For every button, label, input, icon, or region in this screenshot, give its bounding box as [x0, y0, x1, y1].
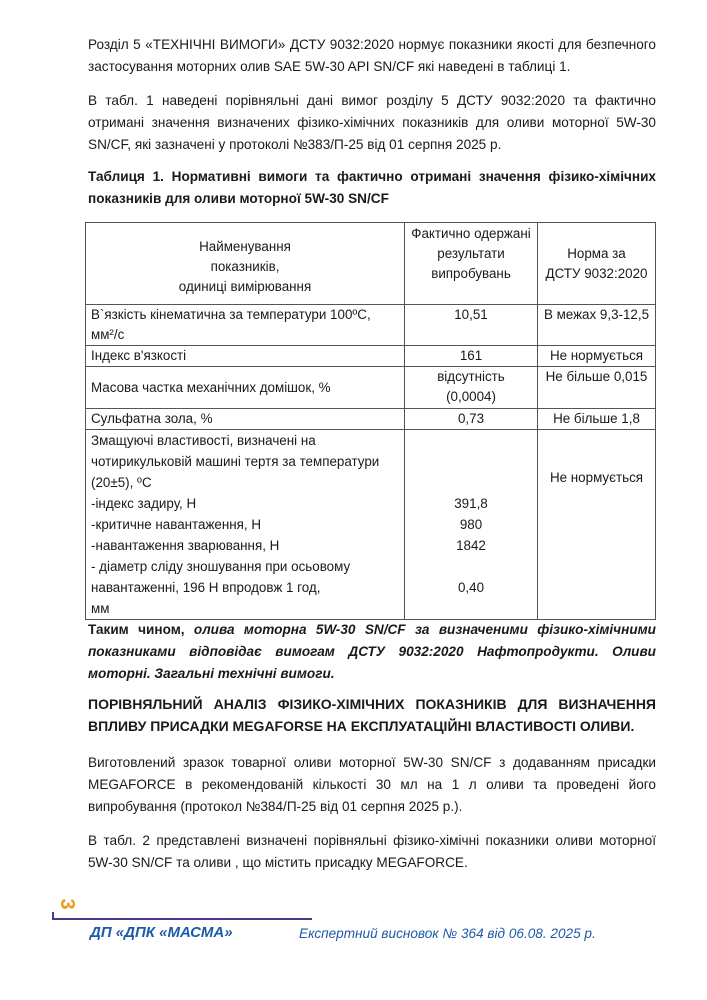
- row-name-line: - діаметр сліду зношування при осьовому: [91, 559, 351, 574]
- row-norm-cell: Не більше 1,8: [538, 409, 656, 430]
- header-name-line: Найменування: [199, 238, 291, 254]
- header-name-line: одиниці вимірювання: [178, 278, 312, 294]
- footer-organization: ДП «ДПК «МАСМА»: [90, 924, 233, 941]
- row-norm-cell: Не нормується: [538, 346, 656, 367]
- table-row: [86, 367, 656, 409]
- comparison-paragraph: В табл. 1 наведені порівняльні дані вимог розділу 5 ДСТУ 9032:2020 та фактично отримані значення визначених фізико-хімічних показників для оливи моторної 5W-30 SN/CF, які зазначені у протоколі №383/П-25 від 01 серпня 2025 р.: [88, 93, 656, 152]
- row-name-line: Змащуючі властивості, визначені на: [91, 433, 316, 448]
- row-name-line: (20±5), ºС: [91, 475, 152, 490]
- row-name-cell: Масова частка механічних домішок, %: [86, 367, 405, 409]
- row-actual-line: 391,8: [454, 496, 488, 511]
- conclusion-paragraph: [88, 619, 656, 685]
- header-actual-line: Фактично одержані: [411, 226, 531, 241]
- header-norm-line: ДСТУ 9032:2020: [545, 265, 648, 281]
- header-actual-line: результати: [437, 246, 505, 261]
- table-row: [86, 346, 656, 367]
- row-norm-cell: Не більше 0,015: [538, 367, 656, 409]
- sample-paragraph: Виготовлений зразок товарної оливи моторної 5W-30 SN/CF з додаванням присадки MEGAFORCE в рекомендованій кількості 30 мл на 1 л оливи та проведені його випробування (протокол №384/П-25 від 01 серпня 2025 р.).: [88, 755, 656, 814]
- page-number: 3: [56, 898, 78, 910]
- row-name-line: чотирикульковій машині тертя за температури: [91, 454, 380, 469]
- row-name-cell: В`язкість кінематична за температури 100ºС, мм²/с: [86, 305, 405, 346]
- row-actual-line: 1842: [456, 538, 486, 553]
- header-name-line: показників,: [210, 258, 280, 274]
- row-name-line: -навантаження зварювання, Н: [91, 538, 280, 553]
- table-header-row: [86, 223, 656, 305]
- conclusion-lead: Таким чином,: [88, 622, 194, 637]
- table-row: [86, 305, 656, 346]
- row-norm-cell: В межах 9,3-12,5: [538, 305, 656, 346]
- row-norm-cell: [538, 430, 656, 620]
- footer-divider-tick: [52, 912, 54, 920]
- row-actual-cell: 161: [405, 346, 538, 367]
- header-actual-line: випробувань: [431, 266, 511, 281]
- section-heading: ПОРІВНЯЛЬНИЙ АНАЛІЗ ФІЗИКО-ХІМІЧНИХ ПОКАЗНИКІВ ДЛЯ ВИЗНАЧЕННЯ ВПЛИВУ ПРИСАДКИ MEGAFORSE НА ЕКСПЛУАТАЦІЙНІ ВЛАСТИВОСТІ ОЛИВИ.: [88, 696, 656, 734]
- row-name-line: мм: [91, 601, 110, 616]
- row-name-line: -критичне навантаження, Н: [91, 517, 262, 532]
- intro-paragraph: Розділ 5 «ТЕХНІЧНІ ВИМОГИ» ДСТУ 9032:2020 нормує показники якості для безпечного застосування моторних олив SAE 5W-30 API SN/CF які наведені в таблиці 1.: [88, 37, 656, 74]
- specs-table: [85, 222, 656, 620]
- table2-intro-paragraph: В табл. 2 представлені визначені порівняльні фізико-хімічні показники оливи моторної 5W-30 SN/CF та оливи , що містить присадку MEGAFORCE.: [88, 833, 656, 870]
- row-actual-line: 980: [459, 517, 483, 532]
- row-actual-line: (0,0004): [446, 389, 496, 404]
- row-name-cell: Індекс в'язкості: [86, 346, 405, 367]
- row-name-line: навантаженні, 196 Н впродовж 1 год,: [91, 580, 321, 595]
- row-actual-cell: [405, 430, 538, 620]
- header-norm-cell: [538, 223, 656, 305]
- table-row: [86, 409, 656, 430]
- row-actual-line: відсутність: [437, 369, 505, 384]
- row-actual-cell: 0,73: [405, 409, 538, 430]
- row-actual-cell: [405, 367, 538, 409]
- footer-divider: [52, 918, 312, 920]
- row-actual-line: 0,40: [457, 580, 485, 595]
- footer-document-ref: Експертний висновок № 364 від 06.08. 2025 р.: [299, 926, 596, 941]
- row-name-cell: [86, 430, 405, 620]
- header-name-cell: [86, 223, 405, 305]
- header-norm-line: Норма за: [567, 245, 626, 261]
- row-name-cell: Сульфатна зола, %: [86, 409, 405, 430]
- header-actual-cell: [405, 223, 538, 305]
- conclusion-text: олива моторна 5W-30 SN/CF за визначеними фізико-хімічними показниками відповідає вимогам ДСТУ 9032:2020 Нафтопродукти. Оливи моторні. Загальні технічні вимоги.: [88, 622, 656, 681]
- table1-title: Таблиця 1. Нормативні вимоги та фактично отримані значення фізико-хімічних показників для оливи моторної 5W-30 SN/CF: [88, 169, 656, 206]
- row-actual-cell: 10,51: [405, 305, 538, 346]
- row-name-line: -індекс задиру, Н: [91, 496, 197, 511]
- table-row: [86, 430, 656, 620]
- row-norm-line: Не нормується: [549, 470, 644, 485]
